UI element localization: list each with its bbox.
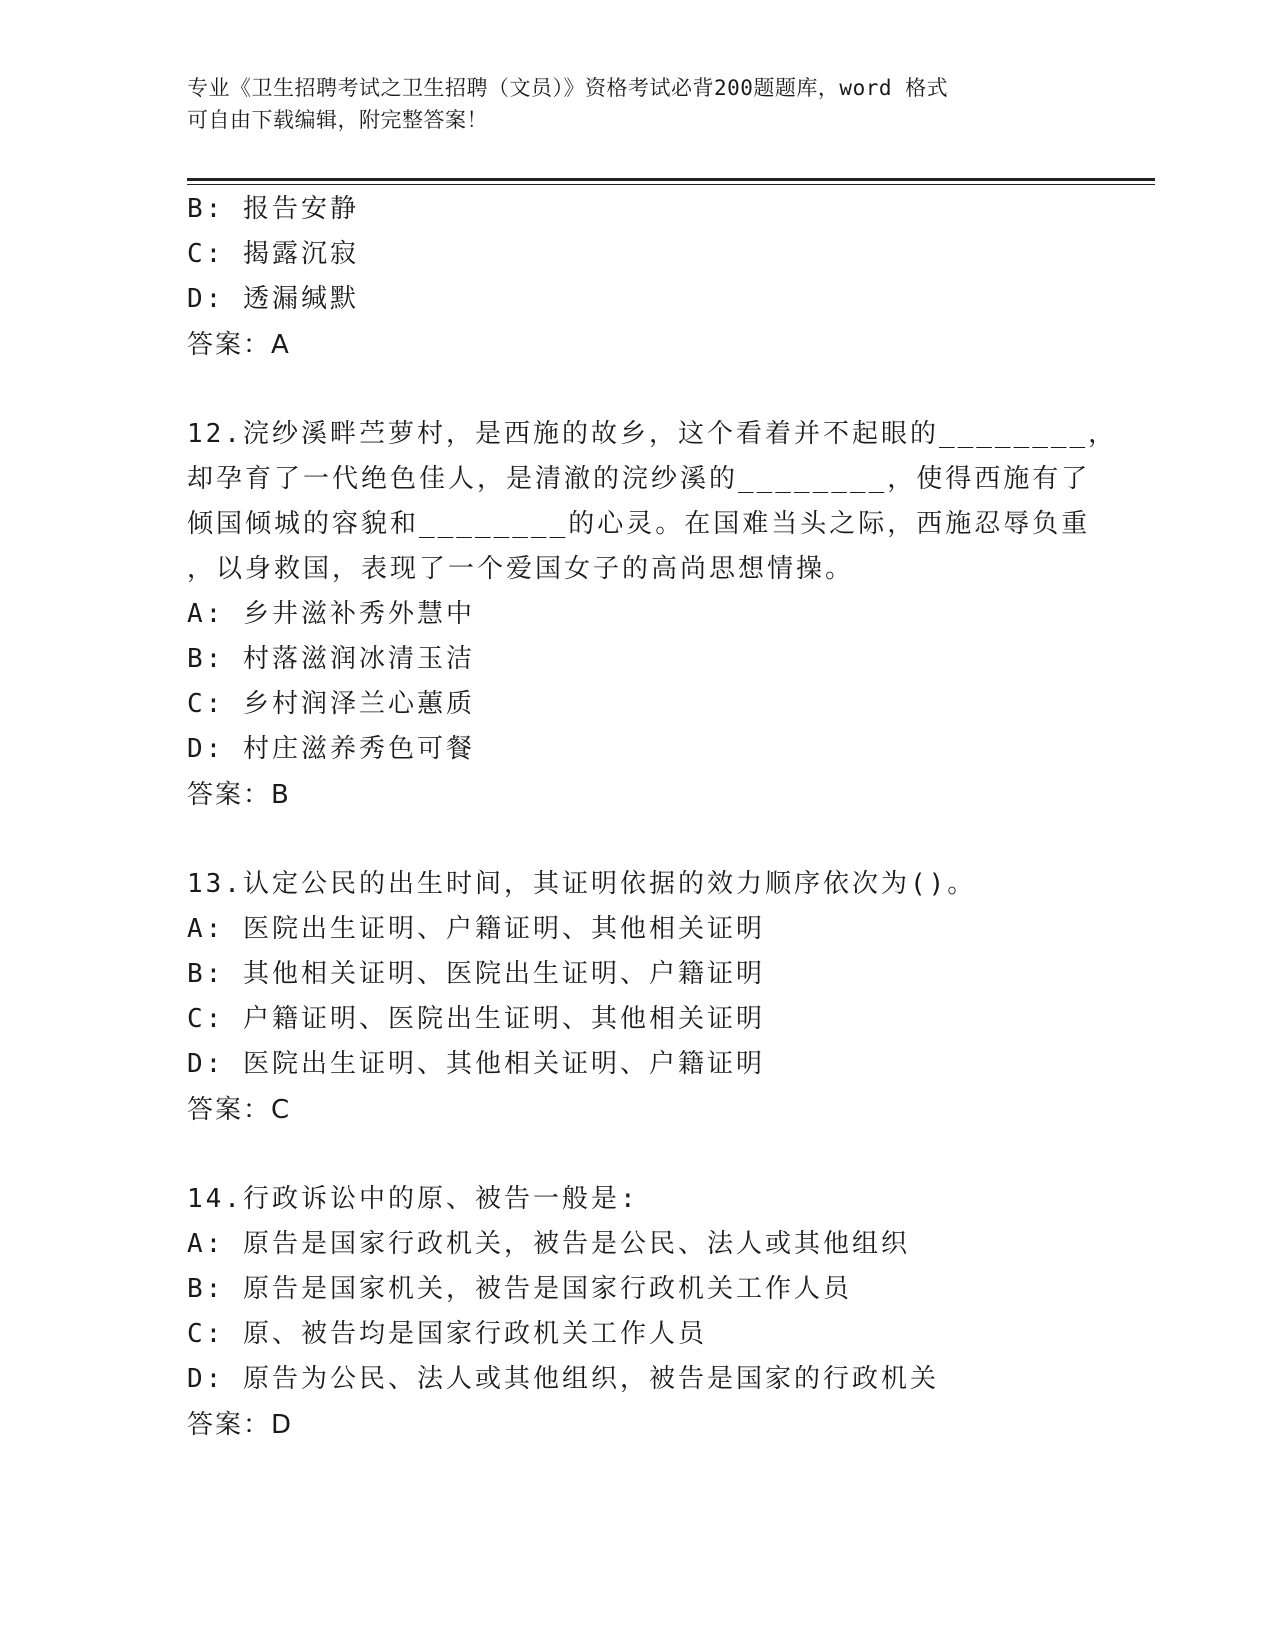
question-list xyxy=(187,187,1118,1448)
option-c: C: 揭露沉寂 xyxy=(187,239,359,269)
option-a: A: 乡井滋补秀外慧中 xyxy=(187,599,475,629)
question-13 xyxy=(187,862,1087,1133)
answer: 答案：C xyxy=(187,1095,292,1125)
question-11-tail xyxy=(187,187,1087,368)
option-a: A: 医院出生证明、户籍证明、其他相关证明 xyxy=(187,914,765,944)
option-d: D: 医院出生证明、其他相关证明、户籍证明 xyxy=(187,1049,765,1079)
option-d: D: 透漏缄默 xyxy=(187,284,359,314)
option-d: D: 村庄滋养秀色可餐 xyxy=(187,734,475,764)
question-12 xyxy=(187,412,1118,818)
question-separator xyxy=(187,818,1087,862)
option-c: C: 户籍证明、医院出生证明、其他相关证明 xyxy=(187,1004,765,1034)
answer: 答案：D xyxy=(187,1410,294,1440)
option-a: A: 原告是国家行政机关，被告是公民、法人或其他组织 xyxy=(187,1229,910,1259)
question-stem xyxy=(187,862,1087,907)
stem-line: 14.行政诉讼中的原、被告一般是: xyxy=(187,1184,639,1214)
answer: 答案：A xyxy=(187,330,291,360)
stem-line: ，以身救国，表现了一个爱国女子的高尚思想情操。 xyxy=(187,554,855,584)
question-stem xyxy=(187,412,1118,592)
option-d: D: 原告为公民、法人或其他组织，被告是国家的行政机关 xyxy=(187,1364,939,1394)
option-c: C: 乡村润泽兰心蕙质 xyxy=(187,689,475,719)
header-rule-thin xyxy=(187,184,1155,185)
option-b: B: 其他相关证明、医院出生证明、户籍证明 xyxy=(187,959,765,989)
answer: 答案：B xyxy=(187,780,291,810)
stem-line: 却孕育了一代绝色佳人，是清澈的浣纱溪的________，使得西施有了 xyxy=(187,464,1091,494)
question-separator xyxy=(187,368,1087,412)
header-line-2: 可自由下载编辑，附完整答案！ xyxy=(187,108,488,132)
question-14 xyxy=(187,1177,1087,1448)
option-b: B: 报告安静 xyxy=(187,194,359,224)
document-header xyxy=(187,72,1087,136)
stem-line: 13.认定公民的出生时间，其证明依据的效力顺序依次为()。 xyxy=(187,869,977,899)
option-b: B: 村落滋润冰清玉洁 xyxy=(187,644,475,674)
header-line-1: 专业《卫生招聘考试之卫生招聘（文员）》资格考试必背200题题库，word 格式 xyxy=(187,76,949,100)
header-rule-thick xyxy=(187,178,1155,181)
question-separator xyxy=(187,1133,1087,1177)
stem-line: 12.浣纱溪畔苎萝村，是西施的故乡，这个看着并不起眼的________， xyxy=(187,419,1118,449)
question-stem xyxy=(187,1177,1087,1222)
stem-line: 倾国倾城的容貌和________的心灵。在国难当头之际，西施忍辱负重 xyxy=(187,509,1091,539)
option-c: C: 原、被告均是国家行政机关工作人员 xyxy=(187,1319,707,1349)
option-b: B: 原告是国家机关，被告是国家行政机关工作人员 xyxy=(187,1274,852,1304)
